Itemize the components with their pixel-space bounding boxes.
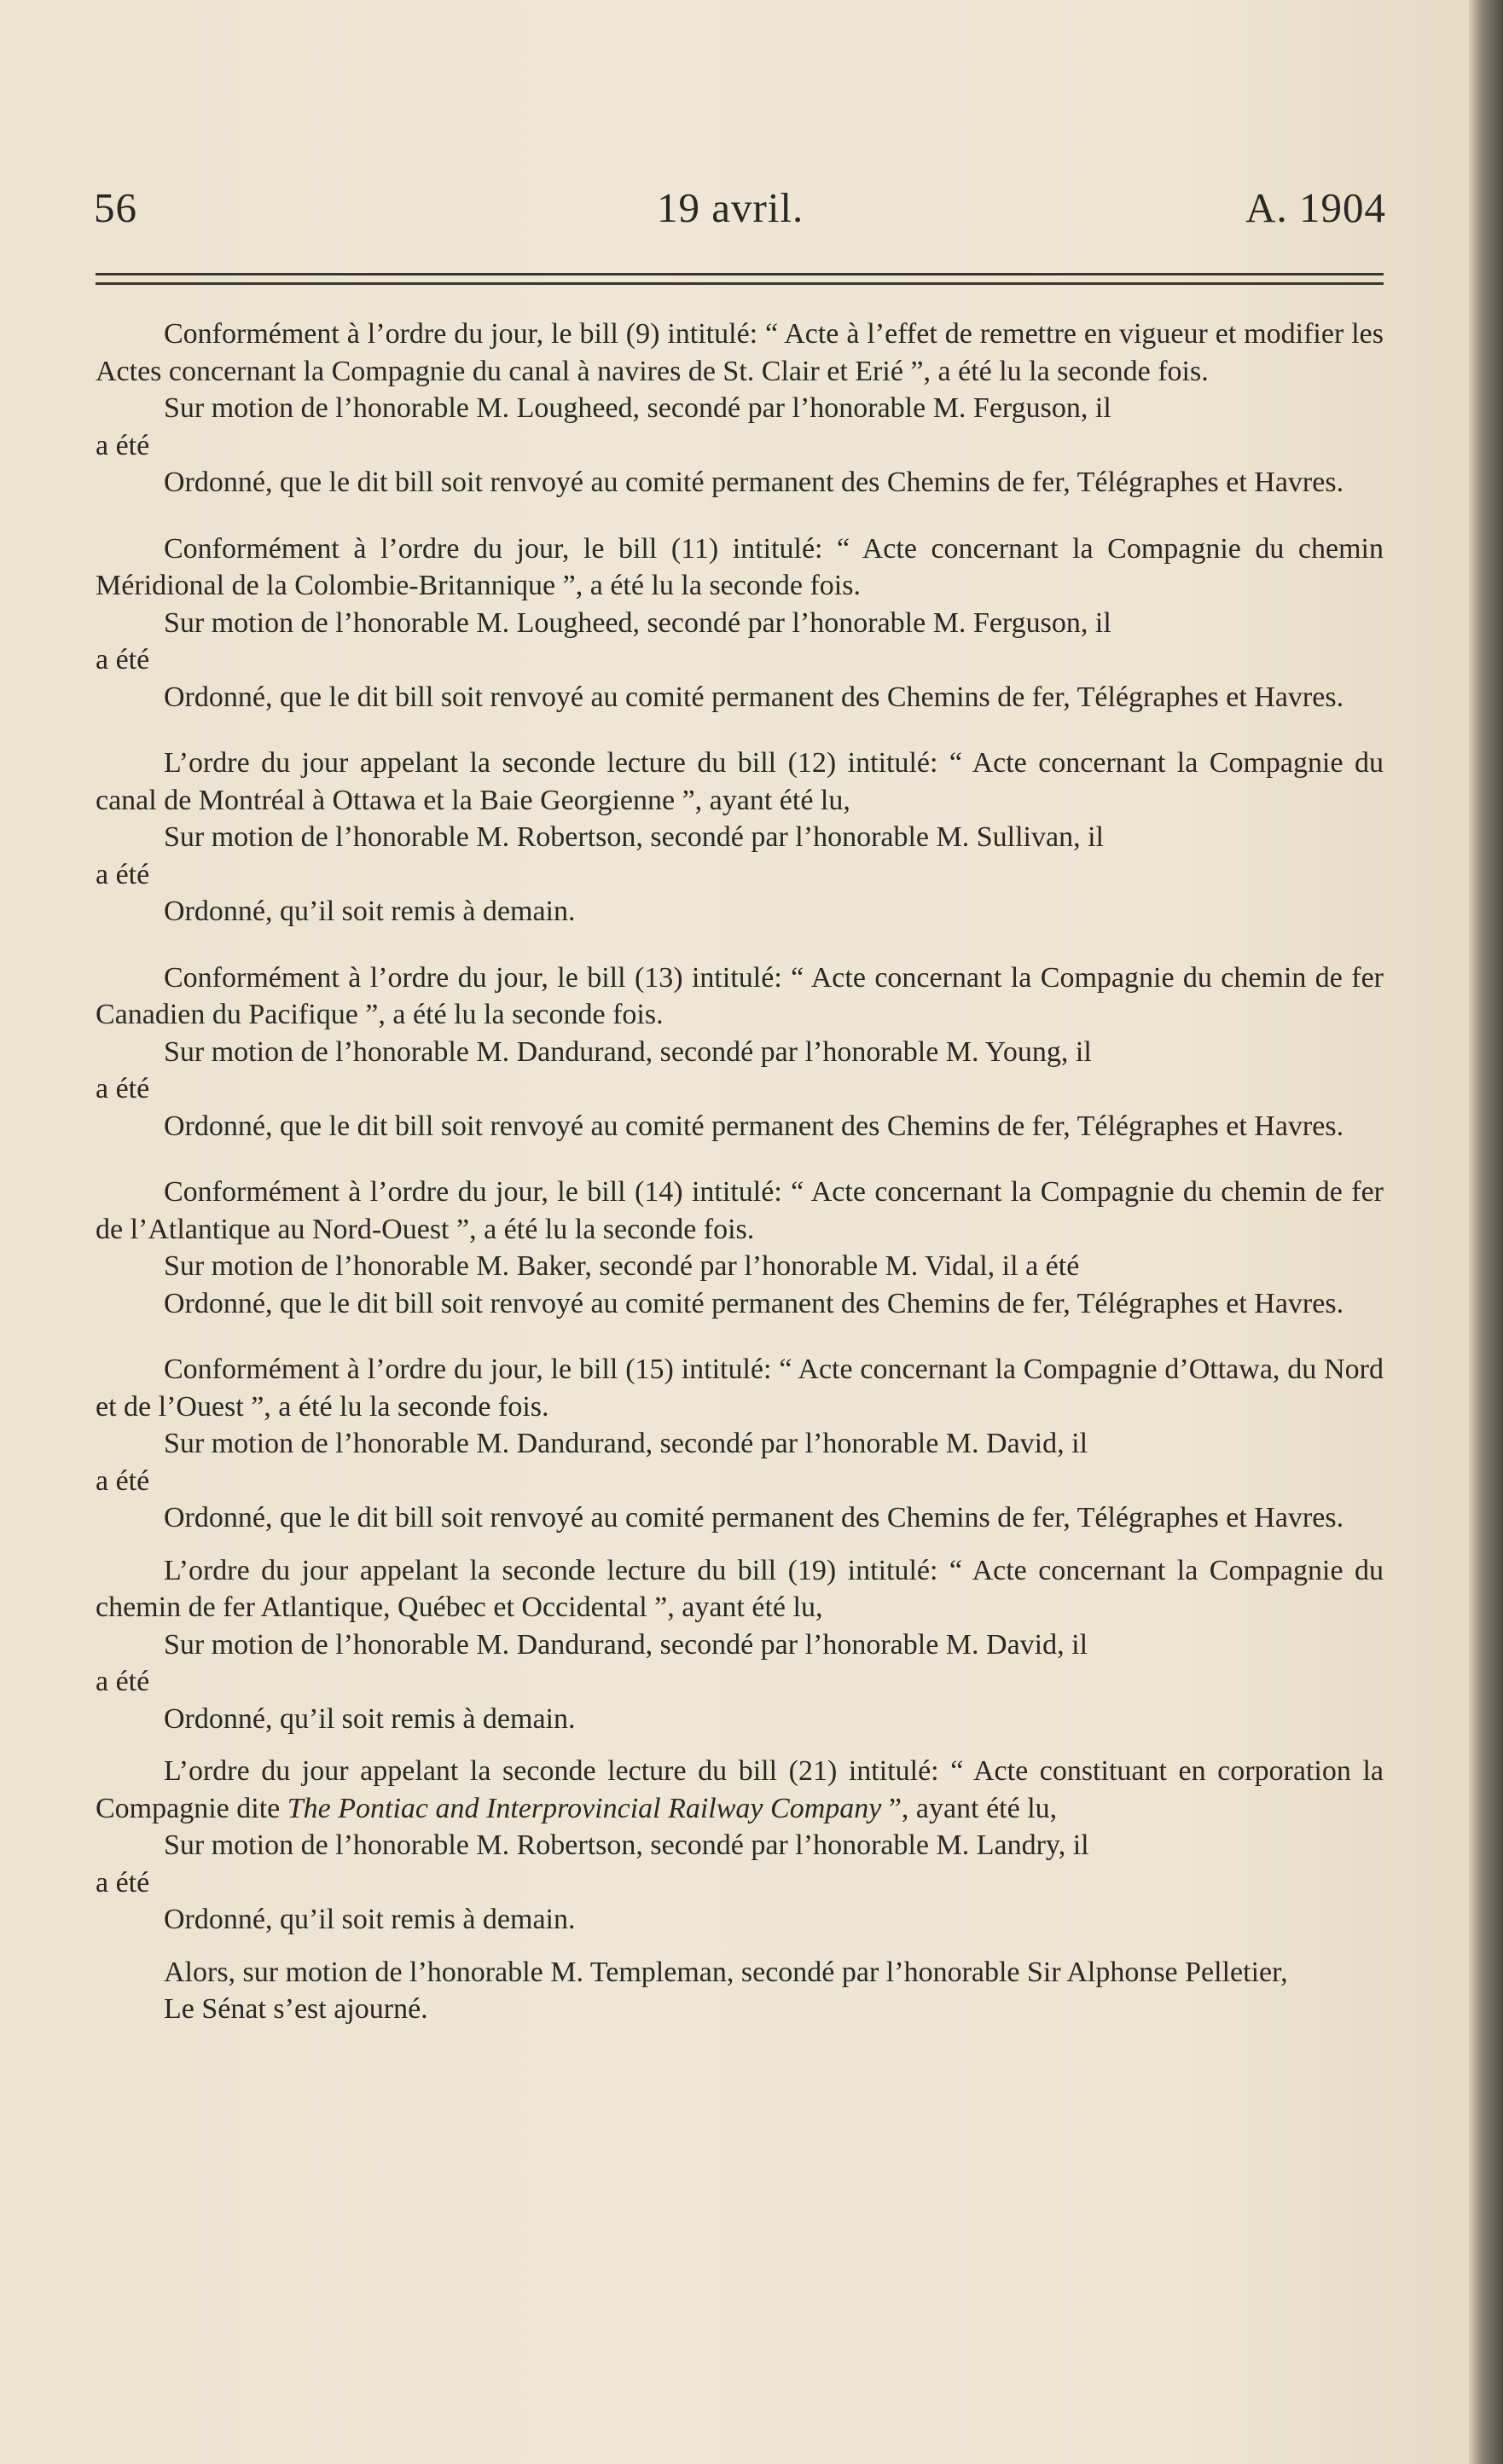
section-motion: Sur motion de l’honorable M. Dandurand, secondé par l’honorable M. David, il: [164, 1428, 1088, 1459]
section-order: Ordonné, que le dit bill soit renvoyé au comité permanent des Chemins de fer, Télégraphes et Havres.: [164, 467, 1344, 498]
section-intro: Conformément à l’ordre du jour, le bill (13) intitulé: “ Acte concernant la Compagnie du chemin de fer Canadien du Pacifique ”, a été lu la seconde fois.: [96, 961, 1384, 1030]
section-a-ete: a été: [96, 1866, 150, 1899]
section-motion: Sur motion de l’honorable M. Dandurand, secondé par l’honorable M. Young, il: [164, 1035, 1092, 1068]
section-intro: Conformément à l’ordre du jour, le bill (14) intitulé: “ Acte concernant la Compagnie du chemin de fer de l’Atlantique au Nord-Ouest ”, a été lu la seconde fois.: [96, 1176, 1384, 1245]
page-edge-shadow: [1469, 0, 1503, 2464]
page-number: 56: [94, 184, 137, 231]
header-date: 19 avril.: [657, 184, 804, 231]
header-year: A. 1904: [1245, 184, 1386, 231]
section-motion: Sur motion de l’honorable M. Robertson, secondé par l’honorable M. Landry, il: [164, 1829, 1089, 1861]
section-order: Ordonné, que le dit bill soit renvoyé au comité permanent des Chemins de fer, Télégraphes et Havres.: [164, 681, 1344, 713]
intro-text-after: ”, ayant été lu,: [881, 1792, 1058, 1824]
section-a-ete: a été: [96, 1464, 150, 1497]
section-motion: Sur motion de l’honorable M. Lougheed, secondé par l’honorable M. Ferguson, il: [164, 392, 1111, 424]
section-intro: L’ordre du jour appelant la seconde lecture du bill (12) intitulé: “ Acte concernant la Compagnie du canal de Montréal à Ottawa et la Baie Georgienne ”, ayant été lu,: [96, 747, 1384, 816]
closing-adjourn: Le Sénat s’est ajourné.: [164, 1993, 428, 2025]
section-motion: Sur motion de l’honorable M. Baker, secondé par l’honorable M. Vidal, il a été: [164, 1250, 1080, 1282]
section-motion: Sur motion de l’honorable M. Dandurand, secondé par l’honorable M. David, il: [164, 1628, 1088, 1661]
section-a-ete: a été: [96, 429, 150, 461]
header-rule-top: [96, 273, 1384, 275]
section-order: Ordonné, qu’il soit remis à demain.: [164, 1702, 576, 1735]
section-intro: Conformément à l’ordre du jour, le bill (11) intitulé: “ Acte concernant la Compagnie du chemin Méridional de la Colombie-Britannique ”, a été lu la seconde fois.: [96, 532, 1384, 601]
section-order: Ordonné, qu’il soit remis à demain.: [164, 1904, 576, 1935]
section-order: Ordonné, que le dit bill soit renvoyé au comité permanent des Chemins de fer, Télégraphes et Havres.: [164, 1287, 1344, 1319]
intro-text-before: L’ordre du jour appelant la seconde lecture du bill (21) intitulé: “ Acte constituant en corporation la Compagnie dite: [96, 1755, 1384, 1824]
section-a-ete: a été: [96, 1666, 150, 1697]
page-header: [94, 183, 1386, 235]
section-intro: Conformément à l’ordre du jour, le bill (9) intitulé: “ Acte à l’effet de remettre en vigueur et modifier les Actes concernant la Compagnie du canal à navires de St. Clair et Erié ”, a été lu la seconde fois.: [96, 318, 1384, 387]
intro-company-name: The Pontiac and Interprovincial Railway Company: [287, 1792, 882, 1824]
section-motion: Sur motion de l’honorable M. Robertson, secondé par l’honorable M. Sullivan, il: [164, 821, 1104, 853]
header-rule-bottom: [96, 282, 1384, 285]
closing-motion: Alors, sur motion de l’honorable M. Templeman, secondé par l’honorable Sir Alphonse Pelletier,: [164, 1956, 1288, 1988]
section-a-ete: a été: [96, 858, 150, 890]
section-intro-pontiac: [96, 1753, 1384, 1827]
section-order: Ordonné, que le dit bill soit renvoyé au comité permanent des Chemins de fer, Télégraphes et Havres.: [164, 1502, 1344, 1533]
section-motion: Sur motion de l’honorable M. Lougheed, secondé par l’honorable M. Ferguson, il: [164, 606, 1111, 639]
section-order: Ordonné, que le dit bill soit renvoyé au comité permanent des Chemins de fer, Télégraphes et Havres.: [164, 1110, 1344, 1142]
section-intro: Conformément à l’ordre du jour, le bill (15) intitulé: “ Acte concernant la Compagnie d’Ottawa, du Nord et de l’Ouest ”, a été lu la seconde fois.: [96, 1354, 1384, 1423]
section-intro: L’ordre du jour appelant la seconde lecture du bill (19) intitulé: “ Acte concernant la Compagnie du chemin de fer Atlantique, Québec et Occidental ”, ayant été lu,: [96, 1554, 1384, 1623]
document-body: [96, 316, 1384, 2028]
section-a-ete: a été: [96, 644, 150, 675]
section-a-ete: a été: [96, 1073, 150, 1104]
section-order: Ordonné, qu’il soit remis à demain.: [164, 896, 576, 927]
